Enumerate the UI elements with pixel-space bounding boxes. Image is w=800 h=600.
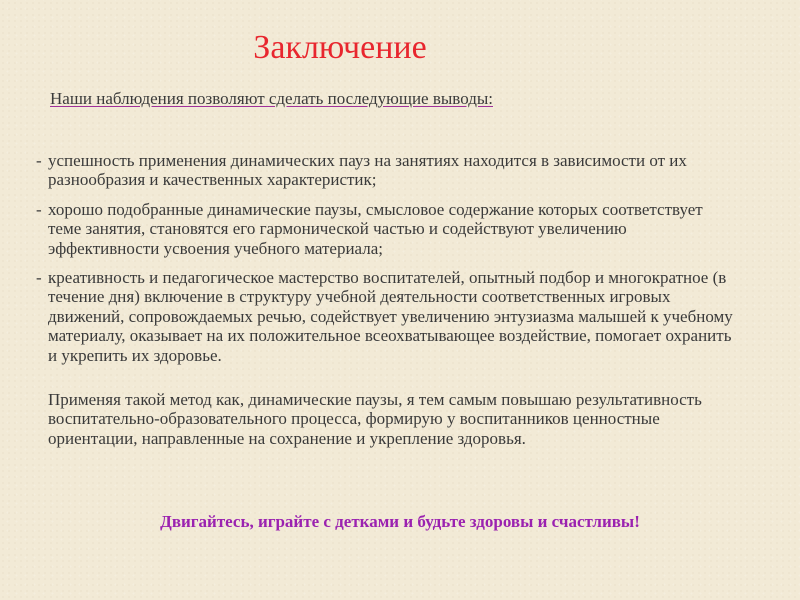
slide-title: Заключение	[253, 29, 427, 66]
list-item	[36, 151, 736, 190]
list-item	[36, 268, 736, 365]
slogan-text: Двигайтесь, играйте с детками и будьте здоровы и счастливы!	[160, 512, 640, 531]
conclusions-list	[36, 151, 736, 375]
intro-text: Наши наблюдения позволяют сделать последующие выводы:	[50, 89, 493, 108]
closing-paragraph: Применяя такой метод как, динамические паузы, я тем самым повышаю результативность воспитательно-образовательного процесса, формирую у воспитанников ценностные ориентации, направленные на сохранение и укрепление здоровья.	[48, 390, 702, 448]
bullet-marker: -	[36, 199, 42, 219]
list-item-text: креативность и педагогическое мастерство воспитателей, опытный подбор и многократное (в течение дня) включение в структуру учебной деятельности соответственных игровых движений, сопровождаемых речью, содействует увеличению энтузиазма малышей к учебному материалу, оказывает на их положительное всеохватывающее воздействие, помогает охранить и укрепить их здоровье.	[48, 268, 733, 365]
list-item-text: успешность применения динамических пауз на занятиях находится в зависимости от их разнообразия и качественных характеристик;	[48, 151, 687, 190]
list-item	[36, 200, 736, 258]
bullet-marker: -	[36, 151, 42, 170]
list-item-text: хорошо подобранные динамические паузы, смысловое содержание которых соответствует теме занятия, становятся его гармонической частью и содействуют увеличению эффективности усвоения учебного материала;	[48, 199, 703, 258]
bullet-marker: -	[36, 268, 42, 288]
